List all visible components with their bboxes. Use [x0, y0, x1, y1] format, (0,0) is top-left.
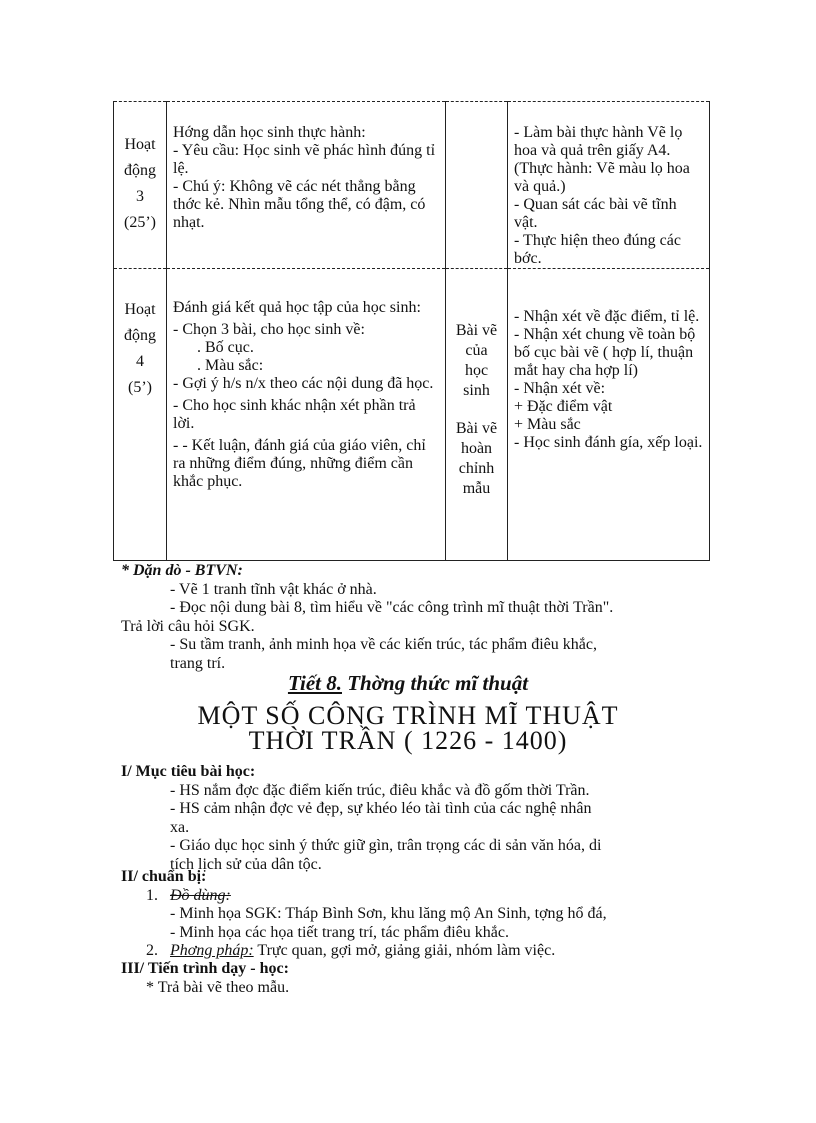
material-line: hoàn — [460, 440, 493, 457]
text-line: - Làm bài thực hành Vẽ lọ hoa và quả trên giấy A4. (Thực hành: Vẽ màu lọ hoa và quả.) — [514, 124, 690, 195]
lesson-title-line: THỜI TRẦN ( 1226 - 1400) — [248, 726, 568, 755]
objective-item: - HS nắm đợc đặc điểm kiến trúc, điêu khắc và đồ gốm thời Trần. — [170, 781, 590, 799]
student-activity-cell — [508, 269, 710, 561]
text-line: - Chọn 3 bài, cho học sinh về: — [173, 321, 365, 338]
homework-item-continued: trang trí. — [170, 654, 226, 672]
text-line: - Nhận xét về đặc điểm, tỉ lệ. — [514, 308, 700, 325]
text-line: - - Kết luận, đánh giá của giáo viên, chỉ ra những điểm đúng, những điểm cần khắc phục. — [173, 437, 426, 490]
tools-item: - Minh họa SGK: Tháp Bình Sơn, khu lăng mộ An Sinh, tợng hổ đá, — [170, 905, 607, 922]
text-line: - Cho học sinh khác nhận xét phần trả lời. — [173, 397, 416, 432]
tools-label: Đồ dùng: — [170, 886, 231, 904]
tools-item: - Minh họa các họa tiết trang trí, tác phẩm điêu khắc. — [170, 923, 509, 941]
text-line: - Chú ý: Không vẽ các nét thẳng bằng thớc kẻ. Nhìn mẫu tổng thể, có đậm, có nhạt. — [173, 178, 426, 231]
text-line: - Nhận xét chung về toàn bộ bố cục bài vẽ ( hợp lí, thuận mắt hay cha hợp lí) — [514, 326, 696, 379]
text-line: - Gợi ý h/s n/x theo các nội dung đã học. — [173, 375, 434, 392]
student-activity-cell — [508, 102, 710, 269]
tools-heading: 1. Đồ dùng: — [146, 886, 231, 904]
text-line: . Bố cục. — [197, 339, 254, 356]
table-row — [114, 269, 710, 561]
procedure-item: * Trả bài vẽ theo mẫu. — [146, 978, 290, 996]
objective-item-continued: tích lịch sử của dân tộc. — [170, 855, 322, 873]
objective-item: - HS cảm nhận đợc vẻ đẹp, sự khéo léo tài tình của các nghệ nhân — [170, 800, 592, 817]
teacher-activity-cell — [167, 102, 446, 269]
text-line: - Thực hiện theo đúng các bớc. — [514, 232, 681, 267]
text-line: + Màu sắc — [514, 416, 581, 433]
objective-item: - Giáo dục học sinh ý thức giữ gìn, trân trọng các di sản văn hóa, di — [170, 837, 602, 854]
table-row — [114, 102, 710, 269]
period-label: Tiết 8. — [287, 671, 342, 695]
objective-item-continued: xa. — [170, 818, 190, 836]
text-line: . Màu sắc: — [197, 357, 264, 374]
text-line: - Nhận xét về: — [514, 380, 606, 397]
homework-title: * Dặn dò - BTVN: — [121, 562, 243, 579]
stage-cell — [114, 102, 167, 269]
stage-label: Hoạt động 3 (25’) — [124, 136, 156, 231]
materials-cell — [446, 102, 508, 269]
text-line: - Học sinh đánh gía, xếp loại. — [514, 434, 703, 451]
lesson-table — [113, 101, 710, 561]
text-line: - Quan sát các bài vẽ tĩnh vật. — [514, 196, 677, 231]
homework-item: - Vẽ 1 tranh tĩnh vật khác ở nhà. — [170, 580, 377, 598]
text-line: + Đặc điểm vật — [514, 398, 613, 415]
material-line: sinh — [463, 382, 490, 399]
text-line: Hớng dẫn học sinh thực hành: — [173, 124, 366, 141]
material-line: mẫu — [462, 480, 491, 497]
section-heading: II/ chuẩn bị: — [121, 868, 207, 885]
teacher-activity-cell — [167, 269, 446, 561]
lesson-title-line: MỘT SỐ CÔNG TRÌNH MĨ THUẬT — [197, 701, 619, 730]
materials-cell — [446, 269, 508, 561]
stage-cell — [114, 269, 167, 561]
method-text: Trực quan, gợi mở, giảng giải, nhóm làm việc. — [253, 942, 556, 959]
material-line: chỉnh — [458, 460, 495, 477]
homework-item-continued: Trả lời câu hỏi SGK. — [121, 617, 255, 635]
material-line: Bài vẽ — [455, 322, 498, 339]
objectives-section — [121, 763, 721, 874]
material-line: Bài vẽ — [455, 420, 498, 437]
procedure-section — [121, 960, 721, 997]
homework-item: - Đọc nội dung bài 8, tìm hiểu về "các công trình mĩ thuật thời Trần". — [170, 599, 614, 616]
text-line: - Yêu cầu: Học sinh vẽ phác hình đúng tỉ lệ. — [173, 142, 436, 177]
lesson-heading — [0, 671, 816, 696]
subject-label: Thờng thức mĩ thuật — [341, 671, 529, 695]
method-label: Phơng pháp: — [170, 942, 254, 959]
preparation-section — [121, 868, 721, 961]
section-heading: III/ Tiến trình dạy - học: — [121, 960, 289, 977]
homework-section — [121, 562, 721, 673]
material-line: của — [465, 342, 488, 359]
material-line: học — [464, 362, 489, 379]
method-line: 2. Phơng pháp: Trực quan, gợi mở, giảng giải, nhóm làm việc. — [146, 942, 556, 959]
text-line: Đánh giá kết quả học tập của học sinh: — [173, 299, 421, 316]
stage-label: Hoạt động 4 (5’) — [124, 301, 156, 396]
homework-item: - Su tầm tranh, ảnh minh họa về các kiến trúc, tác phẩm điêu khắc, — [170, 636, 597, 653]
section-heading: I/ Mục tiêu bài học: — [121, 763, 256, 780]
